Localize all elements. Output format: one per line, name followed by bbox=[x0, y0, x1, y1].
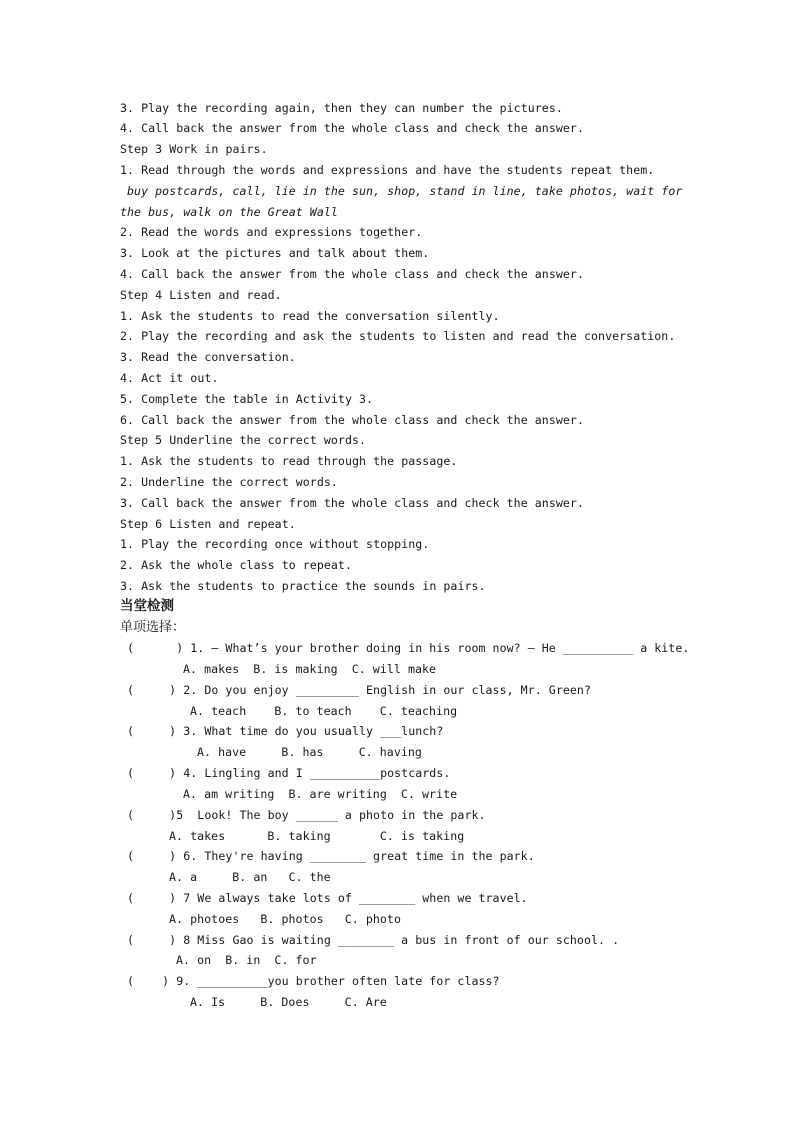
question-6: ( ) 6. They're having ________ great time in the park. bbox=[127, 849, 535, 863]
question-1: ( ) 1. — What’s your brother doing in his room now? — He __________ a kite. bbox=[127, 641, 690, 655]
question-7: ( ) 7 We always take lots of ________ when we travel. bbox=[127, 891, 528, 905]
procedure-line: 1. Ask the students to read the conversation silently. bbox=[120, 309, 500, 323]
procedure-line: 5. Complete the table in Activity 3. bbox=[120, 392, 374, 406]
question-2: ( ) 2. Do you enjoy _________ English in our class, Mr. Green? bbox=[127, 683, 591, 697]
procedure-line: 3. Ask the students to practice the sounds in pairs. bbox=[120, 579, 486, 593]
question-5: ( )5 Look! The boy ______ a photo in the park. bbox=[127, 808, 486, 822]
question-6-options: A. a B. an C. the bbox=[169, 870, 331, 884]
question-3-options: A. have B. has C. having bbox=[197, 745, 422, 759]
procedure-line: 1. Read through the words and expressions and have the students repeat them. bbox=[120, 163, 655, 177]
procedure-line: 3. Call back the answer from the whole class and check the answer. bbox=[120, 496, 584, 510]
procedure-line: 4. Act it out. bbox=[120, 371, 219, 385]
vocabulary-line: buy postcards, call, lie in the sun, shop, stand in line, take photos, wait for bbox=[120, 184, 683, 198]
step-heading: Step 4 Listen and read. bbox=[120, 288, 282, 302]
step-heading: Step 6 Listen and repeat. bbox=[120, 517, 296, 531]
question-2-options: A. teach B. to teach C. teaching bbox=[190, 704, 458, 718]
procedure-line: 1. Ask the students to read through the passage. bbox=[120, 454, 458, 468]
procedure-line: 1. Play the recording once without stopping. bbox=[120, 537, 430, 551]
question-9: ( ) 9. __________you brother often late for class? bbox=[127, 974, 500, 988]
question-9-options: A. Is B. Does C. Are bbox=[190, 995, 387, 1009]
section-heading: 当堂检测 bbox=[120, 598, 174, 614]
question-4-options: A. am writing B. are writing C. write bbox=[183, 787, 458, 801]
question-5-options: A. takes B. taking C. is taking bbox=[169, 829, 465, 843]
step-heading: Step 5 Underline the correct words. bbox=[120, 433, 367, 447]
procedure-line: 2. Play the recording and ask the students to listen and read the conversation. bbox=[120, 329, 676, 343]
vocabulary-line: the bus, walk on the Great Wall bbox=[120, 205, 338, 219]
section-subheading: 单项选择： bbox=[120, 620, 186, 635]
procedure-line: 4. Call back the answer from the whole class and check the answer. bbox=[120, 121, 584, 135]
question-7-options: A. photoes B. photos C. photo bbox=[169, 912, 401, 926]
procedure-line: 3. Look at the pictures and talk about them. bbox=[120, 246, 430, 260]
procedure-line: 6. Call back the answer from the whole class and check the answer. bbox=[120, 413, 584, 427]
step-heading: Step 3 Work in pairs. bbox=[120, 142, 268, 156]
procedure-line: 2. Underline the correct words. bbox=[120, 475, 338, 489]
question-8-options: A. on B. in C. for bbox=[176, 953, 317, 967]
question-4: ( ) 4. Lingling and I __________postcards. bbox=[127, 766, 451, 780]
procedure-line: 3. Read the conversation. bbox=[120, 350, 296, 364]
procedure-line: 2. Read the words and expressions together. bbox=[120, 225, 423, 239]
question-3: ( ) 3. What time do you usually ___lunch? bbox=[127, 724, 444, 738]
procedure-line: 4. Call back the answer from the whole class and check the answer. bbox=[120, 267, 584, 281]
procedure-line: 3. Play the recording again, then they can number the pictures. bbox=[120, 101, 563, 115]
procedure-line: 2. Ask the whole class to repeat. bbox=[120, 558, 352, 572]
question-8: ( ) 8 Miss Gao is waiting ________ a bus in front of our school. . bbox=[127, 933, 620, 947]
question-1-options: A. makes B. is making C. will make bbox=[183, 662, 437, 676]
